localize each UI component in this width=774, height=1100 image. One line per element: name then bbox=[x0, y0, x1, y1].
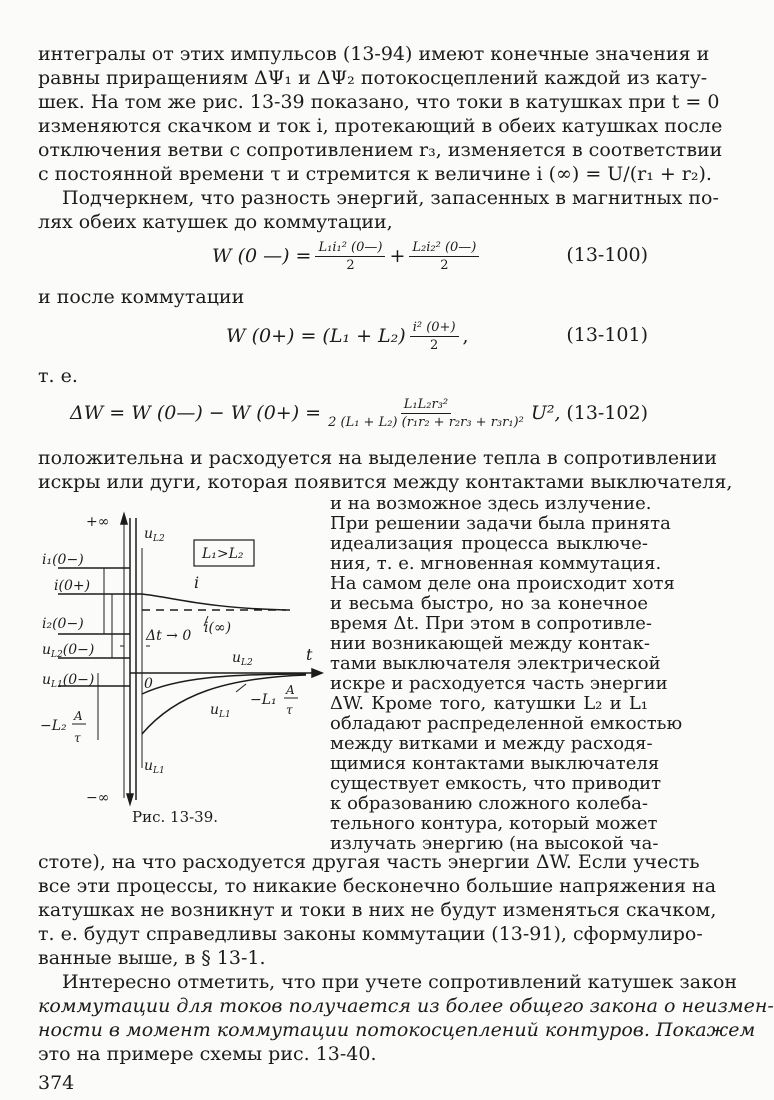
eq-tail: , bbox=[462, 325, 469, 347]
label-tau: τ bbox=[74, 731, 81, 745]
text-line: стоте), на что расходуется другая часть энергии ΔW. Если учесть bbox=[38, 851, 700, 873]
text-line: положительна и расходуется на выделение тепла в сопротивлении bbox=[38, 447, 718, 469]
label-uL1-spike: $u_{L1}$ bbox=[144, 758, 165, 776]
label-i0plus: i(0+) bbox=[54, 578, 91, 594]
fraction-numerator: L₁i₁² (0—) bbox=[315, 240, 385, 257]
leader-line bbox=[236, 684, 246, 692]
equation-number: (13-102) bbox=[566, 402, 648, 424]
equation-13-101 bbox=[226, 316, 469, 356]
text-line: это на примере схемы рис. 13-40. bbox=[38, 1043, 377, 1065]
text-line: излучать энергию (на высокой ча- bbox=[330, 833, 659, 854]
text-line: искре и расходуется часть энергии bbox=[330, 673, 668, 694]
label-neg-L2: −L₂ bbox=[40, 718, 67, 734]
equation-number: (13-101) bbox=[566, 324, 648, 346]
text-line: идеализация процесса выключе- bbox=[330, 533, 648, 554]
text-line: т. е. bbox=[38, 365, 78, 387]
label-t: t bbox=[306, 645, 313, 664]
fraction-denominator: 2 (L₁ + L₂) (r₁r₂ + r₂r₃ + r₃r₁)² bbox=[328, 414, 524, 430]
label-uL1-curve: $u_{L1}$ bbox=[210, 702, 231, 720]
label-uL2-0: $u_{L2}(0-)$ bbox=[42, 642, 95, 660]
label-neg-L1: −L₁ bbox=[250, 692, 277, 708]
eq-lhs: W (0 —) = bbox=[212, 245, 312, 267]
fraction-numerator: L₂i₂² (0—) bbox=[409, 240, 479, 257]
label-uL2-curve: $u_{L2}$ bbox=[232, 650, 253, 668]
text-line: изменяются скачком и ток i, протекающий в обеих катушках после bbox=[38, 115, 723, 137]
label-i1: i₁(0−) bbox=[42, 552, 84, 568]
text-line: тами выключателя электрической bbox=[330, 653, 661, 674]
label-A: A bbox=[74, 709, 83, 723]
figure-caption: Рис. 13-39. bbox=[132, 808, 219, 826]
label-i2: i₂(0−) bbox=[42, 616, 84, 632]
text-line: щимися контактами выключателя bbox=[330, 753, 660, 774]
text-line: Интересно отметить, что при учете сопротивлений катушек закон bbox=[62, 971, 738, 993]
text-line: ΔW. Кроме того, катушки L₂ и L₁ bbox=[330, 693, 648, 714]
fraction-numerator: L₁L₂r₃² bbox=[401, 397, 451, 414]
text-line: катушках не возникнут и токи в них не будут изменяться скачком, bbox=[38, 899, 717, 921]
text-line: ния, т. е. мгновенная коммутация. bbox=[330, 553, 662, 574]
text-line: и на возможное здесь излучение. bbox=[330, 493, 652, 514]
text-line: При решении задачи была принята bbox=[330, 513, 671, 534]
text-line: нии возникающей между контак- bbox=[330, 633, 650, 654]
text-line: ности в момент коммутации потокосцеплений контуров. Покажем bbox=[38, 1019, 756, 1041]
figure-13-39 bbox=[36, 508, 326, 808]
fraction-denominator: 2 bbox=[440, 257, 449, 273]
text-line: искры или дуги, которая появится между контактами выключателя, bbox=[38, 471, 733, 493]
fraction bbox=[325, 397, 527, 430]
text-line: между витками и между расходя- bbox=[330, 733, 653, 754]
curve-i bbox=[142, 594, 286, 610]
text-line: и после коммутации bbox=[38, 286, 245, 308]
label-uL2-spike: $u_{L2}$ bbox=[144, 526, 165, 544]
eq-tail: U², bbox=[530, 402, 561, 424]
equation-13-102 bbox=[70, 392, 561, 434]
label-zero: 0 bbox=[144, 676, 153, 692]
label-plus-infinity: +∞ bbox=[86, 514, 110, 530]
eq-lhs: W (0+) = (L₁ + L₂) bbox=[226, 325, 406, 347]
text-line: На самом деле она происходит хотя bbox=[330, 573, 675, 594]
text-line: интегралы от этих импульсов (13-94) имеют конечные значения и bbox=[38, 43, 710, 65]
text-line: существует емкость, что приводит bbox=[330, 773, 662, 794]
text-line: Подчеркнем, что разность энергий, запасенных в магнитных по- bbox=[62, 187, 719, 209]
text-line: тельного контура, который может bbox=[330, 813, 658, 834]
down-arrow-icon bbox=[127, 794, 133, 804]
text-line: т. е. будут справедливы законы коммутации (13-91), сформулиро- bbox=[38, 923, 703, 945]
t-axis-arrow-icon bbox=[312, 669, 322, 677]
text-line: к образованию сложного колеба- bbox=[330, 793, 648, 814]
fraction-denominator: 2 bbox=[346, 257, 355, 273]
label-uL1-0: $u_{L1}(0-)$ bbox=[42, 672, 95, 690]
label-i-infinity: i(∞) bbox=[204, 620, 232, 636]
text-line: лях обеих катушек до коммутации, bbox=[38, 211, 393, 233]
text-line: время Δt. При этом в сопротивле- bbox=[330, 613, 652, 634]
text-line: с постоянной времени τ и стремится к величине i (∞) = U/(r₁ + r₂). bbox=[38, 163, 712, 185]
label-tau: τ bbox=[286, 703, 293, 717]
text-line: все эти процессы, то никакие бесконечно большие напряжения на bbox=[38, 875, 717, 897]
label-minus-infinity: −∞ bbox=[86, 790, 110, 806]
fraction bbox=[410, 320, 459, 353]
equation-number: (13-100) bbox=[566, 244, 648, 266]
text-line: ванные выше, в § 13-1. bbox=[38, 947, 266, 969]
page-number: 374 bbox=[38, 1072, 75, 1094]
label-condition: L₁>L₂ bbox=[202, 546, 244, 562]
label-i: i bbox=[194, 573, 200, 592]
eq-lhs: ΔW = W (0—) − W (0+) = bbox=[70, 402, 322, 424]
fraction-numerator: i² (0+) bbox=[410, 320, 459, 337]
text-line: отключения ветви с сопротивлением r₃, изменяется в соответствии bbox=[38, 139, 723, 161]
label-A: A bbox=[286, 683, 295, 697]
fraction bbox=[409, 240, 479, 273]
label-delta-t: Δt → 0 bbox=[146, 628, 192, 644]
text-line: и весьма быстро, но за конечное bbox=[330, 593, 648, 614]
equation-13-100 bbox=[212, 236, 483, 276]
text-line: шек. На том же рис. 13-39 показано, что токи в катушках при t = 0 bbox=[38, 91, 720, 113]
fraction bbox=[315, 240, 385, 273]
text-line: обладают распределенной емкостью bbox=[330, 713, 683, 734]
curve-uL1 bbox=[142, 675, 306, 734]
text-line: коммутации для токов получается из более общего закона о неизмен- bbox=[38, 995, 774, 1017]
plus-sign: + bbox=[389, 245, 406, 267]
fraction-denominator: 2 bbox=[429, 337, 439, 353]
up-arrow-icon bbox=[121, 514, 127, 524]
text-line: равны приращениям ΔΨ₁ и ΔΨ₂ потокосцеплений каждой из кату- bbox=[38, 67, 708, 89]
